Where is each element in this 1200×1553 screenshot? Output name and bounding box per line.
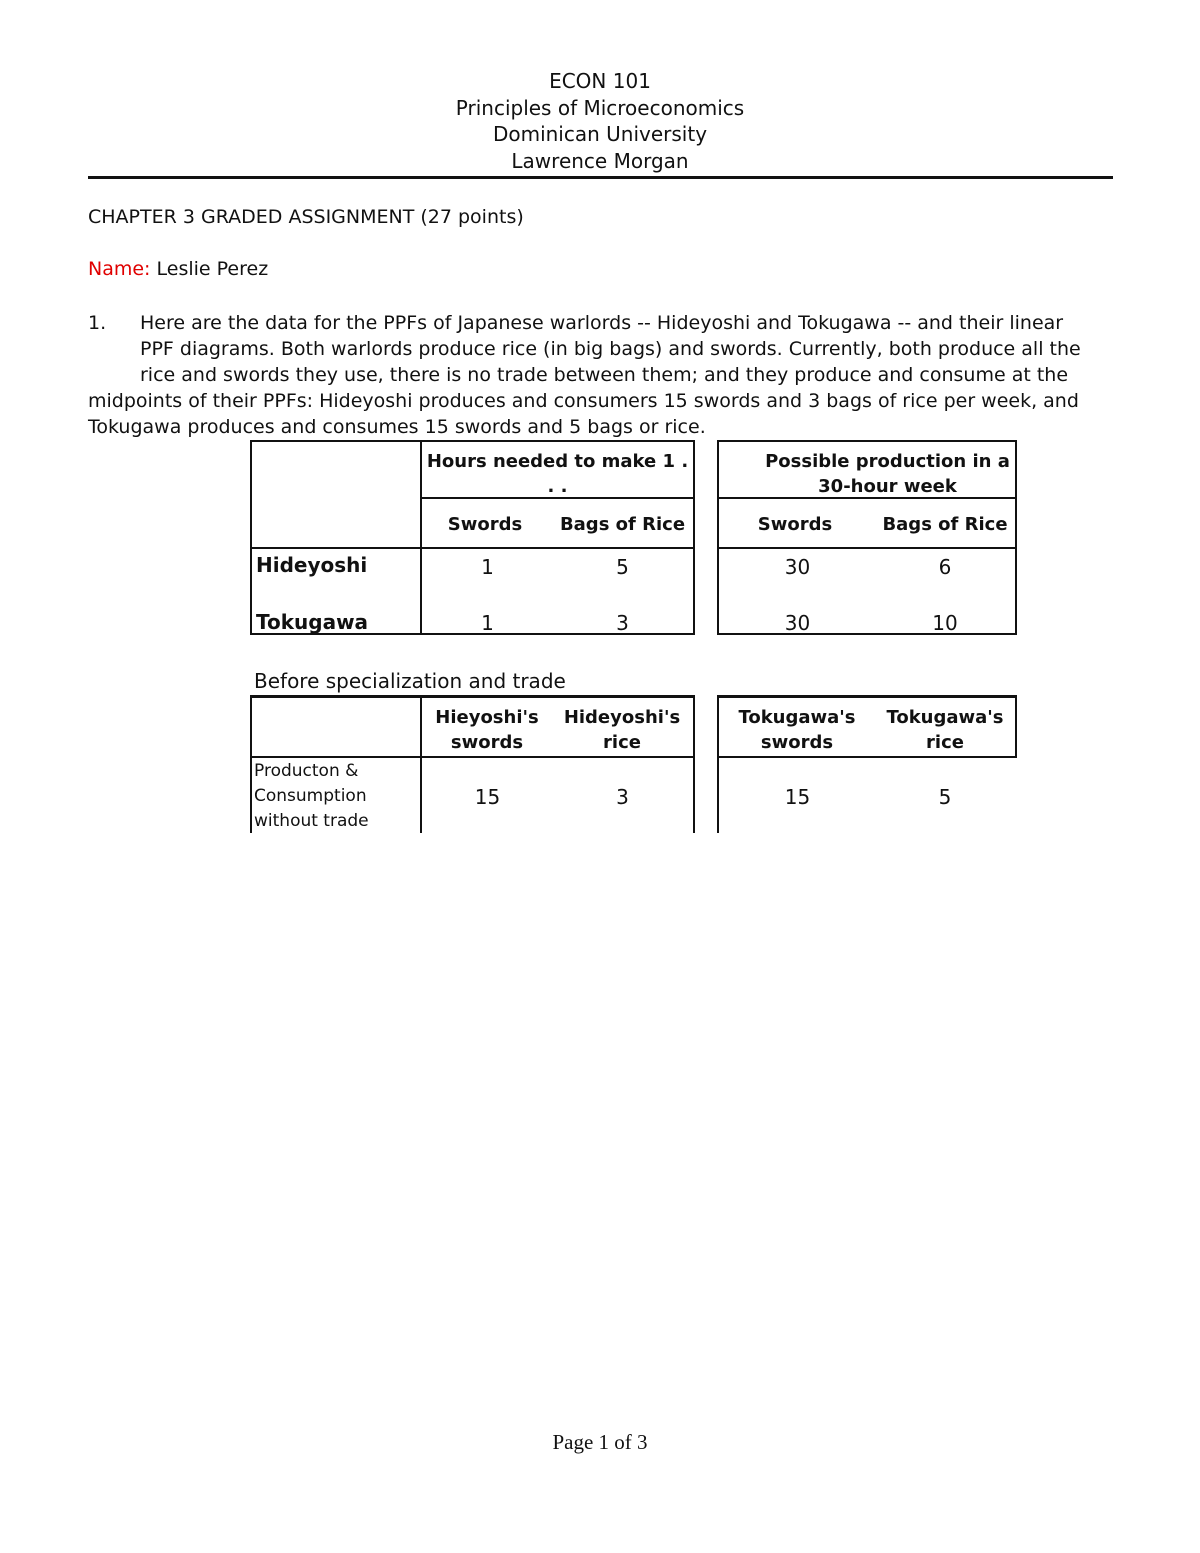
col-header-hideyoshi-swords: Hieyoshi's swords	[435, 707, 539, 753]
col-header-hideyoshi-rice: Hideyoshi's rice	[563, 707, 681, 753]
question-line: rice and swords they use, there is no trade between them; and they produce and consume at the	[140, 364, 1069, 386]
table-cell: 6	[938, 555, 952, 579]
col-header-swords: Swords	[757, 514, 833, 535]
question-line: PPF diagrams. Both warlords produce rice (in big bags) and swords. Currently, both produce all the	[140, 338, 1081, 360]
school-name: Dominican University	[492, 122, 708, 146]
table-cell: 3	[616, 785, 629, 809]
assignment-title: CHAPTER 3 GRADED ASSIGNMENT (27 points)	[88, 206, 524, 228]
page-number: Page 1 of 3	[552, 1430, 648, 1454]
question-line: Tokugawa produces and consumes 15 swords and 5 bags or rice.	[88, 416, 706, 438]
name-label: Name:	[88, 258, 151, 280]
group-header-possible: Possible production in a 30-hour week	[765, 451, 1010, 497]
col-header-tokugawa-swords: Tokugawa's swords	[738, 707, 856, 753]
table-cell: 15	[474, 785, 501, 809]
course-subject: Principles of Microeconomics	[455, 95, 745, 120]
before-trade-title: Before specialization and trade	[254, 669, 566, 693]
table-cell: 1	[481, 611, 494, 635]
table-cell: 5	[938, 785, 952, 809]
table-cell: 3	[616, 611, 629, 635]
row-label-hideyoshi: Hideyoshi	[256, 553, 368, 577]
question-number: 1.	[88, 312, 107, 334]
question-line: midpoints of their PPFs: Hideyoshi produces and consumers 15 swords and 3 bags of rice per week, and	[88, 390, 1079, 412]
row-label-tokugawa: Tokugawa	[256, 610, 369, 634]
student-name: Leslie Perez	[150, 258, 269, 280]
col-header-tokugawa-rice: Tokugawa's rice	[886, 707, 1004, 753]
group-header-hours: Hours needed to make 1 . . .	[426, 451, 689, 497]
table-cell: 1	[481, 555, 494, 579]
col-header-rice: Bags of Rice	[559, 514, 686, 535]
question-line: 1. Here are the data for the PPFs of Japanese warlords -- Hideyoshi and Tokugawa -- and their linear	[88, 312, 1064, 334]
table-cell: 30	[784, 555, 811, 579]
table-cell: 10	[932, 611, 958, 635]
course-code: ECON 101	[549, 69, 651, 93]
row-label-production: Producton & Consumption without trade	[254, 761, 369, 831]
table-cell: 15	[784, 785, 811, 809]
col-header-rice: Bags of Rice	[882, 514, 1008, 535]
col-header-swords: Swords	[447, 514, 523, 535]
table-cell: 5	[616, 555, 629, 579]
table-cell: 30	[784, 611, 811, 635]
instructor-name: Lawrence Morgan	[511, 148, 689, 173]
